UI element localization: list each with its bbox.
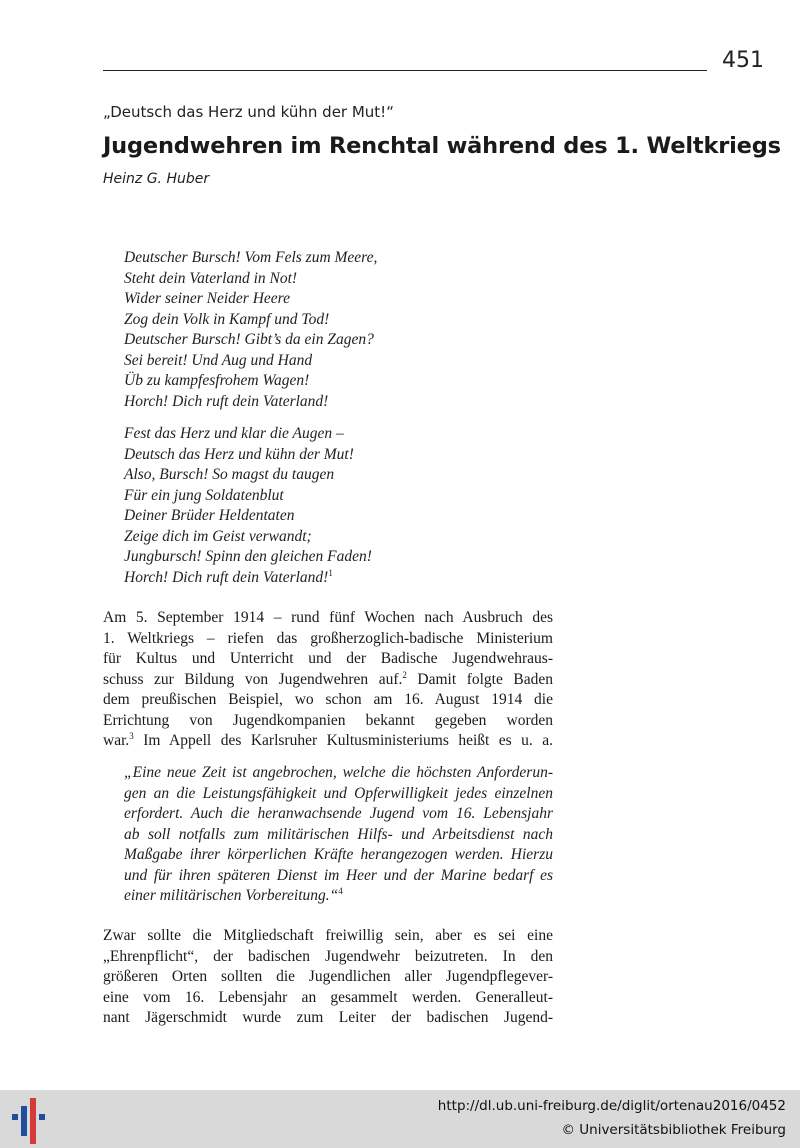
footer-copyright: © Universitätsbibliothek Freiburg (561, 1122, 786, 1138)
body-paragraph-1 (103, 608, 553, 752)
poem-line-text: Horch! Dich ruft dein Vaterland! (124, 568, 329, 586)
body-line-text: Im Appell des Karlsruher Kultusministeriums heißt es u. a. (133, 732, 553, 749)
body-line-text: Damit folgte Baden (406, 670, 553, 688)
quote-line: ab soll notfalls zum militärischen Hilfs- und Arbeitsdienst nach (124, 825, 553, 843)
body-line (103, 670, 553, 691)
footnote-marker: 4 (338, 886, 343, 896)
poem-line: Jungbursch! Spinn den gleichen Faden! (124, 548, 372, 565)
poem-line: Fest das Herz und klar die Augen – (124, 425, 344, 442)
quote-line: Maßgabe ihrer körperlichen Kräfte herangezogen werden. Hierzu (124, 846, 553, 863)
body-line-text: war. (103, 732, 130, 749)
footnote-marker: 1 (328, 567, 333, 578)
poem-line: Deutsch das Herz und kühn der Mut! (124, 445, 354, 463)
poem-line: Steht dein Vaterland in Not! (124, 269, 298, 287)
footer-url-link[interactable]: http://dl.ub.uni-freiburg.de/diglit/ortenau2016/0452 (437, 1098, 786, 1114)
poem-line: Zeige dich im Geist verwandt; (124, 527, 312, 545)
block-quote (124, 763, 553, 907)
poem-line: Sei bereit! Und Aug und Hand (124, 351, 313, 369)
page-number: 451 (722, 48, 764, 73)
ub-freiburg-logo-icon (0, 1090, 56, 1148)
poem-line: Wider seiner Neider Heere (124, 290, 291, 307)
poem-line: Zog dein Volk in Kampf und Tod! (124, 310, 330, 328)
article-title: Jugendwehren im Renchtal während des 1. Weltkriegs (103, 133, 781, 159)
poem-line: Deiner Brüder Heldentaten (124, 507, 295, 524)
quote-line-text: einer militärischen Vorbereitung.“ (124, 887, 339, 904)
poem-line: Also, Bursch! So magst du taugen (124, 466, 335, 483)
body-line: eine vom 16. Lebensjahr an gesammelt werden. Generalleut- (103, 988, 553, 1006)
footnote-marker: 2 (402, 669, 407, 680)
body-line-text: schuss zur Bildung von Jugendwehren auf. (103, 670, 403, 688)
body-line: 1. Weltkriegs – riefen das großherzoglich-badische Ministerium (103, 629, 553, 647)
quote-line (124, 886, 553, 907)
article-kicker: „Deutsch das Herz und kühn der Mut!“ (103, 103, 394, 121)
quote-line: „Eine neue Zeit ist angebrochen, welche die höchsten Anforderun- (124, 764, 553, 781)
body-line: nant Jägerschmidt wurde zum Leiter der badischen Jugend- (103, 1009, 553, 1026)
poem-line: Horch! Dich ruft dein Vaterland! (124, 392, 329, 410)
article-author: Heinz G. Huber (103, 171, 210, 187)
body-line: Am 5. September 1914 – rund fünf Wochen nach Ausbruch des (103, 609, 553, 626)
poem-line: Üb zu kampfesfrohem Wagen! (124, 372, 310, 389)
footer-bar (0, 1090, 800, 1148)
body-line (103, 731, 553, 752)
poem-stanza-1 (124, 248, 377, 412)
poem-line: Deutscher Bursch! Gibt’s da ein Zagen? (124, 331, 374, 348)
body-line: „Ehrenpflicht“, der badischen Jugendwehr beizutreten. In den (103, 947, 553, 965)
quote-line: gen an die Leistungsfähigkeit und Opferwilligkeit jedes einzelnen (124, 784, 553, 802)
quote-line: und für ihren späteren Dienst im Heer und der Marine bedarf es (124, 866, 553, 884)
body-line: Errichtung von Jugendkompanien bekannt gegeben worden (103, 711, 553, 729)
body-line: dem preußischen Beispiel, wo schon am 16. August 1914 die (103, 691, 553, 708)
poem-line: Für ein jung Soldatenblut (124, 486, 284, 504)
poem-line (124, 568, 372, 589)
footnote-marker: 3 (129, 731, 134, 741)
body-line: Zwar sollte die Mitgliedschaft freiwillig sein, aber es sei eine (103, 927, 553, 944)
header-rule (103, 70, 707, 71)
body-paragraph-2 (103, 926, 553, 1029)
quote-line: erfordert. Auch die heranwachsende Jugend vom 16. Lebensjahr (124, 805, 553, 822)
body-line: für Kultus und Unterricht und der Badische Jugendwehraus- (103, 650, 553, 667)
body-line: größeren Orten sollten die Jugendlichen aller Jugendpflegever- (103, 968, 553, 985)
poem-line: Deutscher Bursch! Vom Fels zum Meere, (124, 249, 378, 266)
poem-stanza-2 (124, 424, 372, 588)
